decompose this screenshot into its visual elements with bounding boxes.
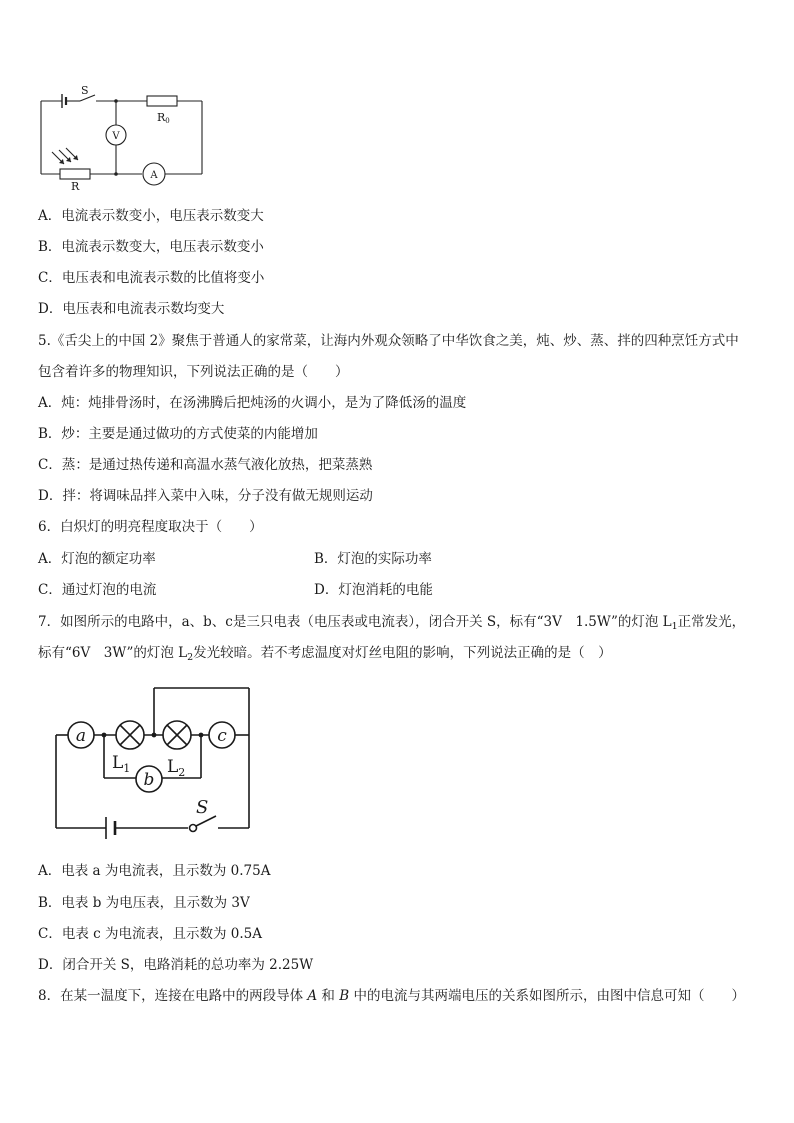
q7-option-b: B．电表 b 为电压表，且示数为 3V	[38, 895, 250, 911]
q6-option-a: A．灯泡的额定功率	[38, 551, 156, 567]
meter-b-label: b	[143, 770, 155, 790]
circuit-diagram-2	[0, 680, 794, 855]
q5-stem-line2: 包含着许多的物理知识，下列说法正确的是（ ）	[38, 364, 349, 380]
q4-option-b: B．电流表示数变大，电压表示数变小	[38, 239, 264, 255]
lamp-l2-label: $L_2$	[167, 757, 186, 779]
q5-option-a: A．炖：炖排骨汤时，在汤沸腾后把炖汤的火调小，是为了降低汤的温度	[38, 395, 467, 411]
q7-option-c: C．电表 c 为电流表，且示数为 0.5A	[38, 926, 262, 942]
photoresistor-label: R	[71, 180, 80, 193]
q7-stem-line1: 7．如图所示的电路中，a、b、c是三只电表（电压表或电流表），闭合开关 S，标有“3V 1.5W”的灯泡 $L_1$正常发光，	[38, 614, 746, 632]
voltmeter-label: V	[112, 131, 120, 142]
q6-option-b: B．灯泡的实际功率	[314, 551, 432, 567]
lamp-l1-label: $L_1$	[112, 753, 131, 775]
q7-stem-line2: 标有“6V 3W”的灯泡 $L_2$发光较暗。若不考虑温度对灯丝电阻的影响，下列说法正确的是（ ）	[38, 645, 612, 663]
q6-stem: 6．白炽灯的明亮程度取决于（ ）	[38, 519, 263, 535]
ammeter-label: A	[150, 170, 158, 181]
q5-option-c: C．蒸：是通过热传递和高温水蒸气液化放热，把菜蒸熟	[38, 457, 373, 473]
circuit-diagram-1	[0, 0, 794, 200]
q6-option-c: C．通过灯泡的电流	[38, 582, 157, 598]
q5-option-d: D．拌：将调味品拌入菜中入味，分子没有做无规则运动	[38, 488, 373, 504]
meter-c-label: c	[217, 726, 227, 746]
resistor-r0-label: R0	[157, 111, 170, 125]
q7-option-d: D．闭合开关 S，电路消耗的总功率为 2.25W	[38, 957, 314, 973]
q4-option-d: D．电压表和电流表示数均变大	[38, 301, 225, 317]
q4-option-c: C．电压表和电流表示数的比值将变小	[38, 270, 265, 286]
q7-option-a: A．电表 a 为电流表，且示数为 0.75A	[38, 863, 271, 879]
switch-label: S	[81, 84, 89, 97]
q8-stem: 8．在某一温度下，连接在电路中的两段导体 A 和 B 中的电流与其两端电压的关系如图所示，由图中信息可知（ ）	[38, 988, 745, 1004]
q5-stem-line1: 5.《舌尖上的中国 2》聚焦于普通人的家常菜，让海内外观众领略了中华饮食之美，炖、炒、蒸、拌的四种烹饪方式中	[38, 333, 739, 349]
meter-a-label: a	[75, 726, 87, 746]
q5-option-b: B．炒：主要是通过做功的方式使菜的内能增加	[38, 426, 318, 442]
q6-option-d: D．灯泡消耗的电能	[314, 582, 433, 598]
q4-option-a: A．电流表示数变小，电压表示数变大	[38, 208, 264, 224]
switch-s-label: S	[196, 797, 209, 818]
